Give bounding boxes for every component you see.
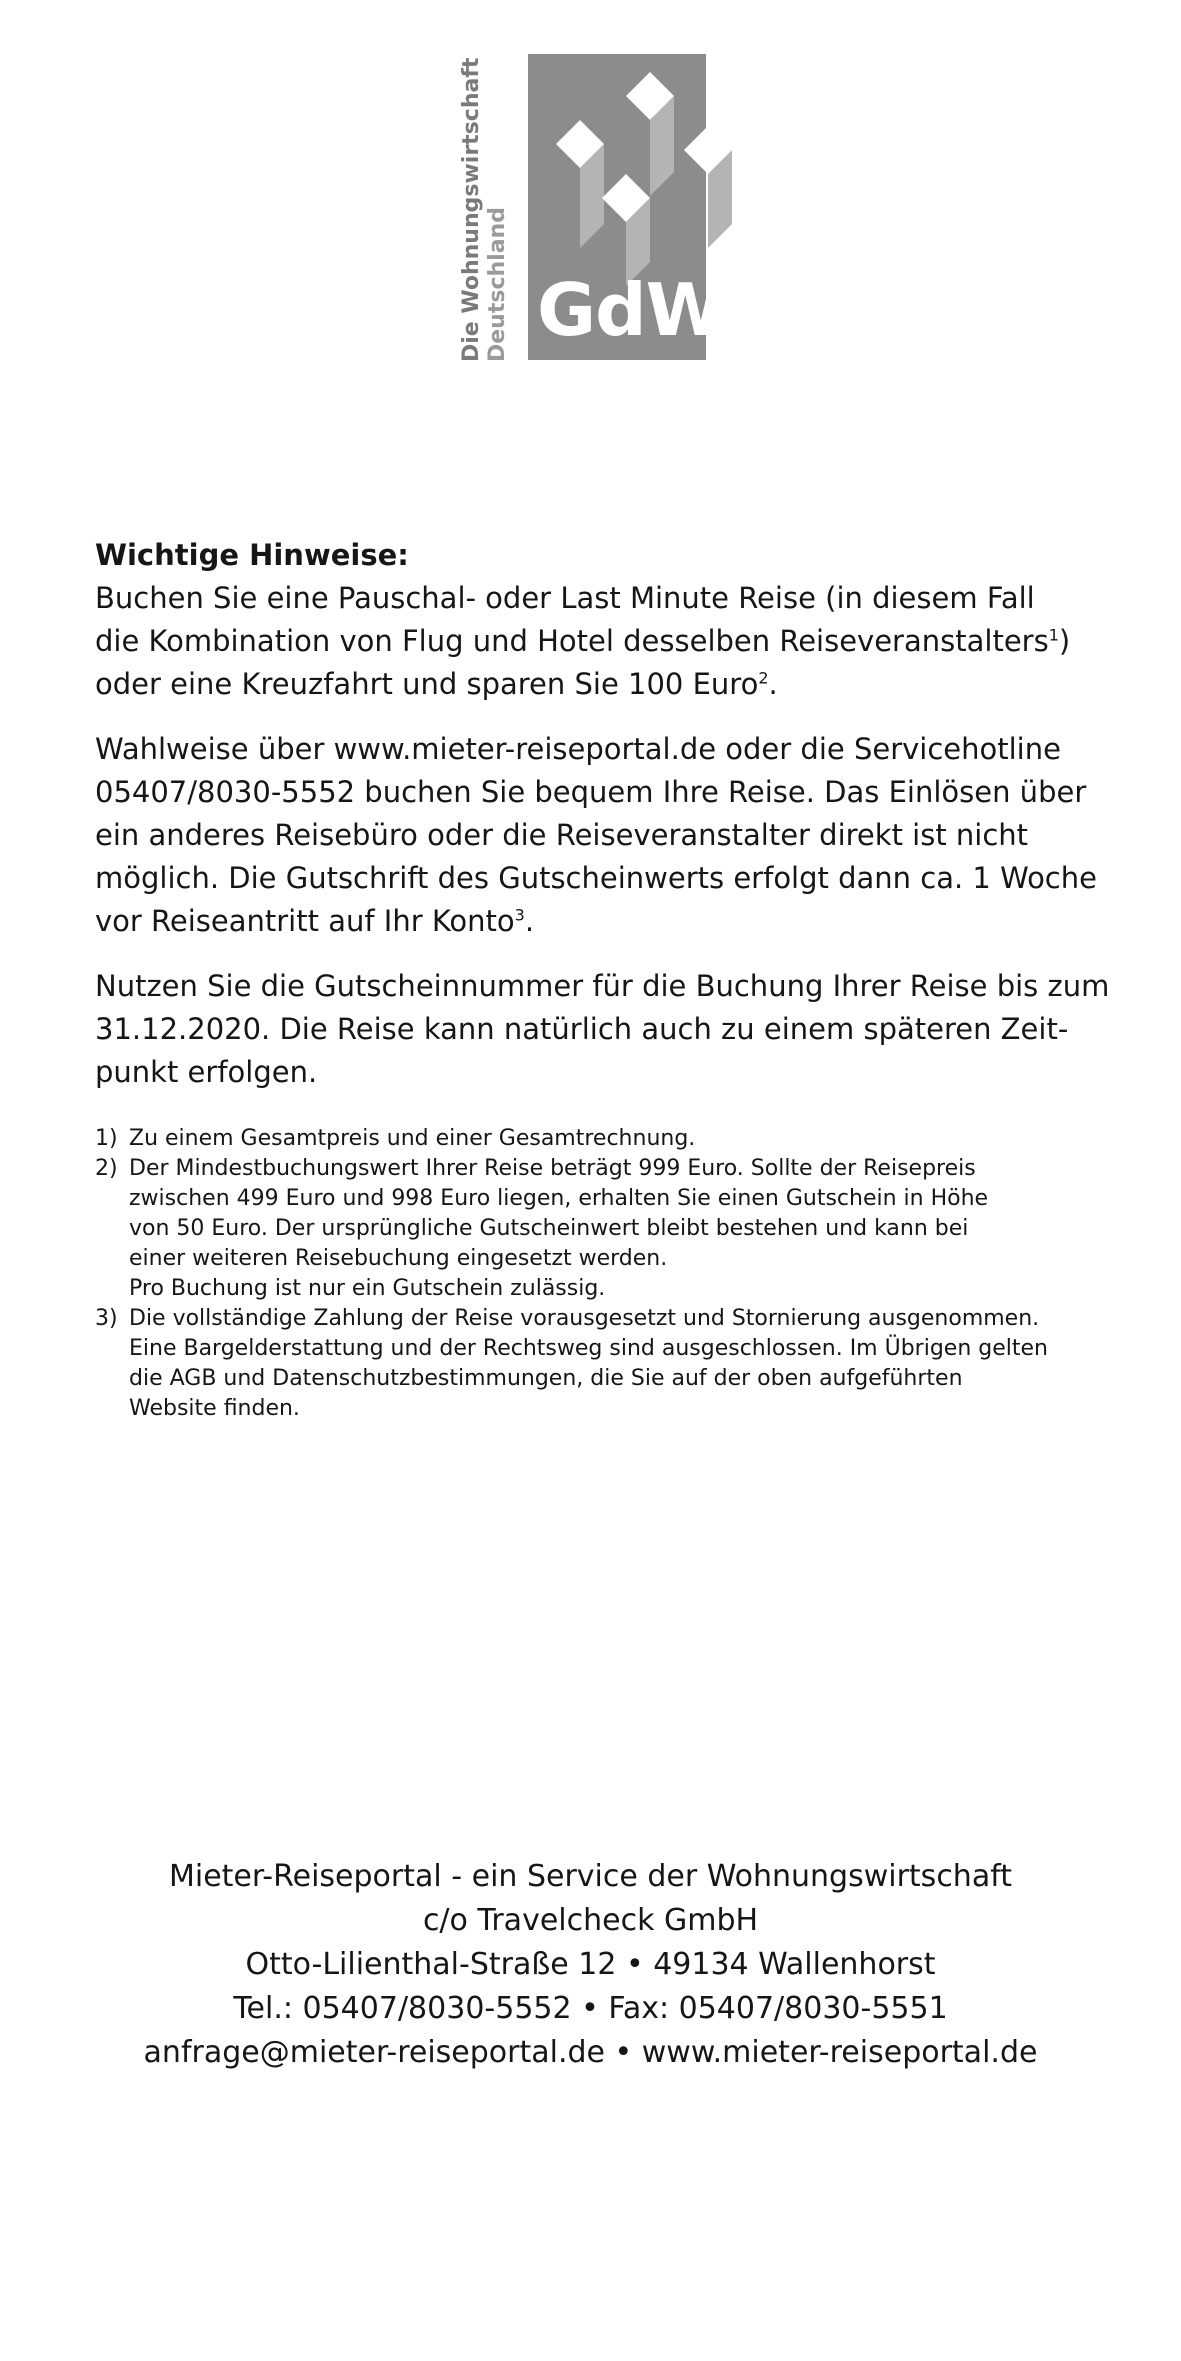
notice-paragraph-3: Nutzen Sie die Gutscheinnummer für die Buchung Ihrer Reise bis zum 31.12.2020. Die Reise kann natürlich auch zu einem späteren Zeit- punkt erfolgen.: [95, 969, 1110, 1089]
footnote-2: 2) Der Mindestbuchungswert Ihrer Reise beträgt 999 Euro. Sollte der Reisepreis zwischen 499 Euro und 998 Euro liegen, erhalten Sie einen Gutschein in Höhe von 50 Euro. Der ursprüngliche Gutscheinwert bleibt bestehen und kann bei einer weiteren Reisebuchung eingesetzt werden. Pro Buchung ist nur ein Gutschein zulässig.: [95, 1154, 1145, 1304]
footnote-number: 3): [95, 1306, 118, 1331]
footnote-number: 1): [95, 1126, 118, 1151]
footer-company-line: c/o Travelcheck GmbH: [422, 1903, 759, 1938]
footnote-number: 2): [95, 1156, 118, 1181]
logo-text-line2: Deutschland: [485, 207, 510, 362]
notice-section: [95, 534, 1145, 1424]
notice-paragraph-2: Wahlweise über www.mieter-reiseportal.de oder die Servicehotline 05407/8030-5552 buchen Sie bequem Ihre Reise. Das Einlösen über ein anderes Reisebüro oder die Reiseveranstalter direkt ist nicht möglich. Die Gutschrift des Gutscheinwerts erfolgt dann ca. 1 Woche vor Reiseantritt auf Ihr Konto$^3$.: [95, 732, 1097, 938]
footer-service-line: Mieter-Reiseportal - ein Service der Wohnungswirtschaft: [168, 1859, 1013, 1894]
footer-address-line: Otto-Lilienthal-Straße 12 • 49134 Wallenhorst: [245, 1947, 936, 1982]
footnote-1: 1) Zu einem Gesamtpreis und einer Gesamtrechnung.: [95, 1124, 1145, 1154]
footer-web-line: anfrage@mieter-reiseportal.de • www.mieter-reiseportal.de: [143, 2035, 1038, 2070]
footnote-3: 3) Die vollständige Zahlung der Reise vorausgesetzt und Stornierung ausgenommen. Eine Bargelderstattung und der Rechtsweg sind ausgeschlossen. Im Übrigen gelten die AGB und Datenschutzbestimmungen, die Sie auf der oben aufgeführten Website finden.: [95, 1304, 1145, 1424]
notice-paragraph-1: Buchen Sie eine Pauschal- oder Last Minute Reise (in diesem Fall die Kombination von Flug und Hotel desselben Reiseveranstalters$^1$) oder eine Kreuzfahrt und sparen Sie 100 Euro$^2$.: [95, 581, 1071, 701]
footer-phone-line: Tel.: 05407/8030-5552 • Fax: 05407/8030-5551: [233, 1991, 948, 2026]
logo-abbreviation: GdW: [537, 268, 725, 352]
contact-footer: [0, 1855, 1181, 2075]
gdw-logo: [455, 50, 735, 362]
notice-heading: Wichtige Hinweise:: [95, 538, 409, 572]
logo-text-line1: Die Wohnungswirtschaft: [459, 57, 484, 362]
footnotes: [95, 1124, 1145, 1424]
